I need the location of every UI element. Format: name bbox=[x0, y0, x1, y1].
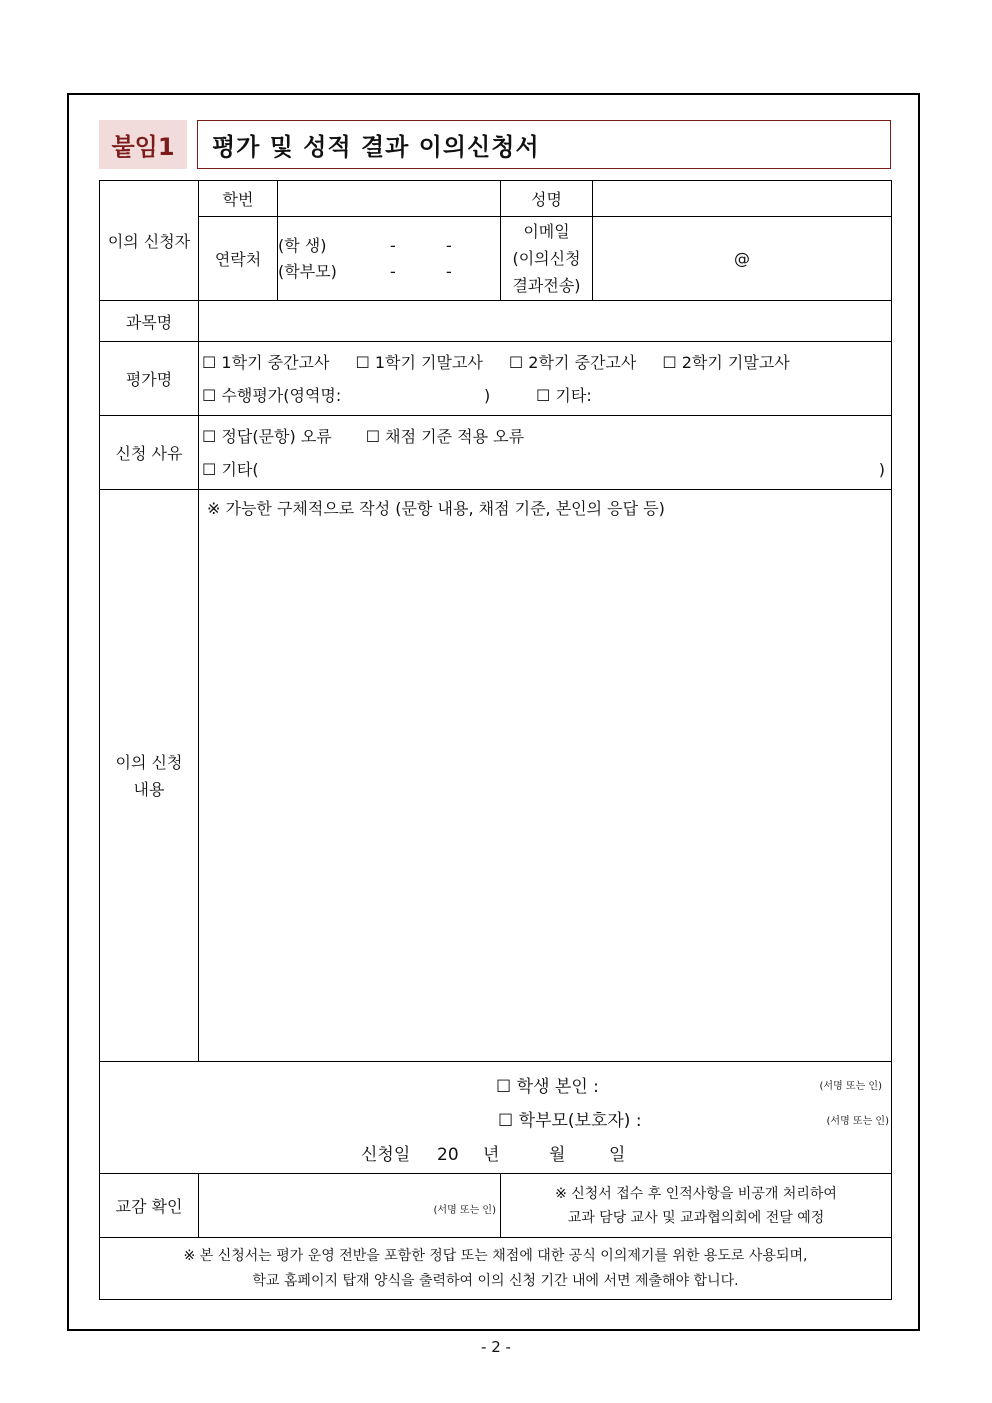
applicant-label: 이의 신청자 bbox=[100, 181, 199, 301]
reason-option-answer-error[interactable]: ☐ 정답(문항) 오류 bbox=[202, 426, 332, 446]
contact-dash: - bbox=[390, 261, 396, 281]
email-label-line: 이메일 bbox=[523, 222, 570, 241]
evaluation-options bbox=[199, 342, 892, 416]
eval-option-performance[interactable]: ☐ 수행평가(영역명: bbox=[202, 385, 342, 405]
date-prefix: 신청일 bbox=[361, 1145, 411, 1165]
student-no-field[interactable] bbox=[278, 181, 501, 217]
application-date bbox=[361, 1140, 625, 1165]
contact-parent-label: (학부모) bbox=[278, 261, 337, 281]
evaluation-label: 평가명 bbox=[100, 342, 199, 416]
notice-line: 학교 홈페이지 탑재 양식을 출력하여 이의 신청 기간 내에 서면 제출해야 합니다. bbox=[252, 1272, 739, 1289]
parent-sign-hint: (서명 또는 인) bbox=[826, 1116, 889, 1127]
content-field[interactable] bbox=[199, 490, 892, 1062]
notice bbox=[100, 1238, 892, 1300]
content-label-line: 내용 bbox=[133, 779, 165, 799]
day-label: 일 bbox=[609, 1145, 626, 1165]
eval-option-1st-midterm[interactable]: ☐ 1학기 중간고사 bbox=[202, 352, 330, 372]
year-label: 년 bbox=[483, 1145, 500, 1165]
parent-signature-checkbox[interactable]: ☐ 학부모(보호자) : bbox=[498, 1111, 642, 1131]
year-prefix: 20 bbox=[437, 1145, 459, 1165]
subject-label: 과목명 bbox=[100, 301, 199, 342]
email-label bbox=[501, 217, 593, 301]
eval-performance-close: ) bbox=[484, 385, 491, 405]
eval-option-1st-final[interactable]: ☐ 1학기 기말고사 bbox=[355, 352, 483, 372]
email-label-line: (이의신청 bbox=[512, 249, 581, 268]
vice-principal-note-line: ※ 신청서 접수 후 인적사항을 비공개 처리하여 bbox=[555, 1185, 837, 1202]
vice-principal-sign-hint: (서명 또는 인) bbox=[433, 1205, 496, 1216]
contact-student-label: (학 생) bbox=[278, 235, 327, 255]
student-signature-checkbox[interactable]: ☐ 학생 본인 : bbox=[496, 1077, 599, 1097]
vice-principal-note bbox=[501, 1174, 892, 1238]
signature-section bbox=[100, 1062, 892, 1174]
reason-option-grading-error[interactable]: ☐ 채점 기준 적용 오류 bbox=[365, 426, 525, 446]
student-sign-hint: (서명 또는 인) bbox=[819, 1081, 882, 1092]
month-label: 월 bbox=[549, 1145, 566, 1165]
content-label bbox=[100, 490, 199, 1062]
name-field[interactable] bbox=[593, 181, 892, 217]
subject-field[interactable] bbox=[199, 301, 892, 342]
reason-label: 신청 사유 bbox=[100, 416, 199, 490]
email-label-line: 결과전송) bbox=[512, 276, 581, 295]
name-label: 성명 bbox=[501, 181, 593, 217]
vice-principal-note-line: 교과 담당 교사 및 교과협의회에 전달 예정 bbox=[567, 1209, 825, 1226]
page-number: - 2 - bbox=[481, 1338, 511, 1356]
eval-option-2nd-midterm[interactable]: ☐ 2학기 중간고사 bbox=[508, 352, 637, 372]
contact-dash: - bbox=[390, 235, 396, 255]
reason-etc-close: ) bbox=[878, 459, 885, 479]
contact-label: 연락처 bbox=[199, 217, 278, 301]
email-field[interactable] bbox=[593, 217, 892, 301]
reason-options bbox=[199, 416, 892, 490]
document-title: 평가 및 성적 결과 이의신청서 bbox=[197, 120, 891, 169]
eval-option-etc[interactable]: ☐ 기타: bbox=[536, 385, 592, 405]
contact-dash: - bbox=[446, 235, 452, 255]
content-note: ※ 가능한 구체적으로 작성 (문항 내용, 채점 기준, 본인의 응답 등) bbox=[207, 499, 665, 518]
reason-option-etc[interactable]: ☐ 기타( bbox=[202, 459, 259, 479]
student-no-label: 학번 bbox=[199, 181, 278, 217]
content-label-line: 이의 신청 bbox=[115, 752, 183, 772]
vice-principal-sign-field[interactable] bbox=[199, 1174, 501, 1238]
eval-option-2nd-final[interactable]: ☐ 2학기 기말고사 bbox=[662, 352, 790, 372]
application-form bbox=[99, 180, 892, 1300]
email-at-sign: @ bbox=[734, 249, 750, 268]
notice-line: ※ 본 신청서는 평가 운영 전반을 포함한 정답 또는 채점에 대한 공식 이의제기를 위한 용도로 사용되며, bbox=[183, 1247, 808, 1264]
contact-field[interactable] bbox=[278, 217, 501, 301]
contact-dash: - bbox=[446, 261, 452, 281]
vice-principal-label: 교감 확인 bbox=[100, 1174, 199, 1238]
attachment-badge: 붙임1 bbox=[99, 120, 187, 169]
